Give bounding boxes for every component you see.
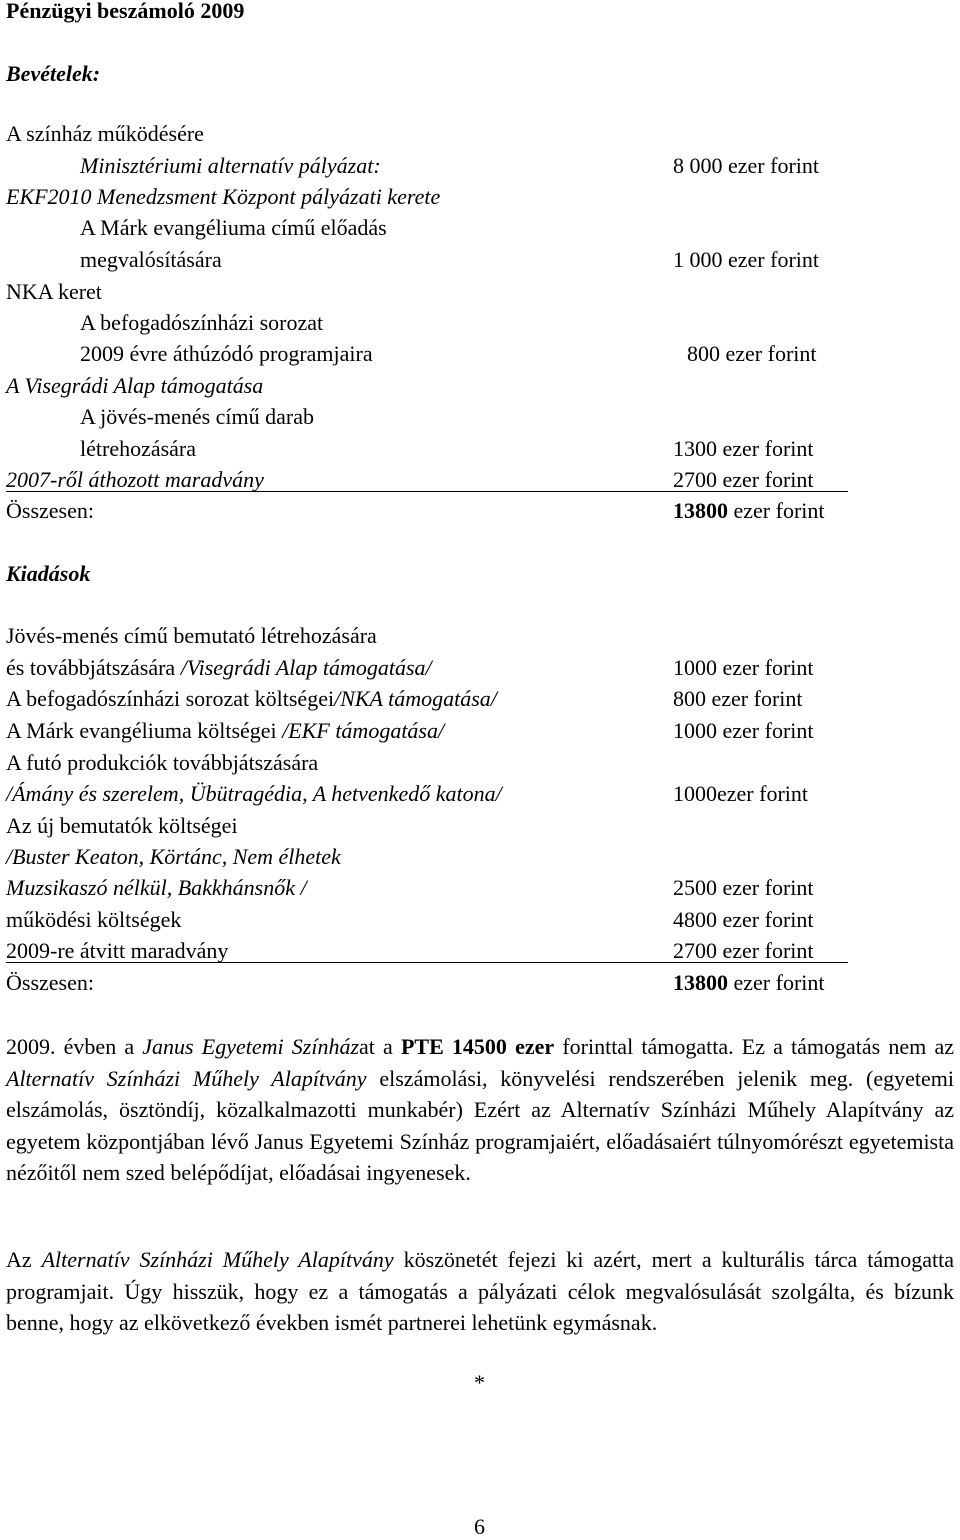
paragraph-thanks: [6, 1244, 954, 1339]
expense-amount: 1000 ezer forint: [673, 655, 814, 680]
income-amount: 1 000 ezer forint: [673, 247, 819, 272]
paragraph-text-italic: Alternatív Színházi Műhely Alapítvány: [41, 1247, 394, 1272]
expenses-total-number: 13800: [673, 970, 728, 995]
income-label: A Visegrádi Alap támogatása: [6, 373, 264, 398]
income-label: Minisztériumi alternatív pályázat:: [80, 153, 381, 178]
income-heading: Bevételek:: [6, 61, 101, 86]
page-number: 6: [474, 1514, 485, 1539]
paragraph-text: forinttal támogatta. Ez a támogatás nem az: [554, 1034, 954, 1059]
paragraph-support: [6, 1031, 954, 1189]
income-label: A befogadószínházi sorozat: [80, 310, 324, 335]
paragraph-text: 2009. évben a: [6, 1034, 143, 1059]
expense-amount: 2700 ezer forint: [673, 938, 814, 963]
income-label: 2007-ről áthozott maradvány: [6, 467, 264, 492]
paragraph-text: köszönetét fejezi ki azért, mert a kulturális tárca támogatta programjait. Úgy hisszük, hogy ez a támogatás a pályázati célok megvalósulását szolgálta, és bízunk benne, hogy az elkövetkező években ismét partnerei lehetünk egymásnak.: [6, 1247, 955, 1335]
income-label: 2009 évre áthúzódó programjaira: [80, 341, 373, 366]
expense-label: Jövés-menés című bemutató létrehozására: [6, 623, 377, 648]
expense-label: Az új bemutatók költségei: [6, 813, 238, 838]
income-label: megvalósítására: [80, 247, 222, 272]
expense-label: /Buster Keaton, Körtánc, Nem élhetek: [6, 844, 341, 869]
page-title: Pénzügyi beszámoló 2009: [6, 0, 245, 23]
expense-amount: 1000ezer forint: [673, 781, 808, 806]
expense-amount: 2500 ezer forint: [673, 875, 814, 900]
income-label: EKF2010 Menedzsment Központ pályázati kerete: [6, 184, 441, 209]
expenses-heading: Kiadások: [6, 561, 91, 586]
expense-amount: 1000 ezer forint: [673, 718, 814, 743]
expense-label: Muzsikaszó nélkül, Bakkhánsnők /: [6, 875, 307, 900]
income-total-label: Összesen:: [6, 498, 94, 523]
income-label: NKA keret: [6, 279, 102, 304]
expense-label: /Ámány és szerelem, Übütragédia, A hetvenkedő katona/: [6, 781, 502, 806]
income-total-unit: ezer forint: [728, 498, 825, 523]
expense-label-source: /EKF támogatása/: [282, 718, 445, 743]
income-label: A jövés-menés című darab: [80, 404, 314, 429]
income-label: létrehozására: [80, 436, 197, 461]
income-amount: 2700 ezer forint: [673, 467, 814, 492]
expenses-total-label: Összesen:: [6, 970, 94, 995]
expense-label: 2009-re átvitt maradvány: [6, 938, 229, 963]
expenses-total: [673, 970, 825, 996]
expense-label: [6, 718, 444, 744]
expense-label-source: /NKA támogatása/: [334, 686, 497, 711]
expense-label-main: A Márk evangéliuma költségei: [6, 718, 283, 743]
expenses-underline: [6, 962, 848, 963]
paragraph-text: elszámolási, könyvelési rendszerében jelenik meg. (egyetemi elszámolás, ösztöndíj, közalkalmazotti munkabér) Ezért az Alternatív Színházi Műhely Alapítvány az egyetem központjában lévő Janus Egyetemi Színház programjaiért, előadásaiért túlnyomórészt egyetemista nézőitől nem szed belépődíjat, előadásai ingyenesek.: [6, 1065, 955, 1185]
paragraph-text-bold: PTE 14500 ezer: [400, 1034, 555, 1059]
paragraph-text-italic: Janus Egyetemi Színház: [142, 1034, 360, 1059]
expense-label: [6, 655, 432, 681]
expense-label: [6, 686, 497, 712]
income-amount: 8 000 ezer forint: [673, 153, 819, 178]
expense-amount: 4800 ezer forint: [673, 907, 814, 932]
paragraph-text-italic: Alternatív Színházi Műhely Alapítvány: [6, 1065, 367, 1091]
paragraph-text: Az: [6, 1247, 42, 1272]
income-total: [673, 498, 825, 524]
paragraph-text: at a: [359, 1034, 401, 1059]
expense-label: A futó produkciók továbbjátszására: [6, 750, 319, 775]
expense-label-source: /Visegrádi Alap támogatása/: [180, 655, 432, 680]
income-amount: 800 ezer forint: [687, 341, 817, 366]
expense-label-main: és továbbjátszására: [6, 655, 181, 680]
separator-asterisk: *: [474, 1370, 485, 1395]
income-label: A Márk evangéliuma című előadás: [80, 215, 387, 240]
income-underline: [6, 491, 848, 492]
expense-label-main: A befogadószínházi sorozat költségei: [6, 686, 335, 711]
expenses-total-unit: ezer forint: [728, 970, 825, 995]
expense-amount: 800 ezer forint: [673, 686, 803, 711]
income-label: A színház működésére: [6, 121, 204, 146]
expense-label: működési költségek: [6, 907, 182, 932]
income-total-number: 13800: [673, 498, 728, 523]
income-amount: 1300 ezer forint: [673, 436, 814, 461]
